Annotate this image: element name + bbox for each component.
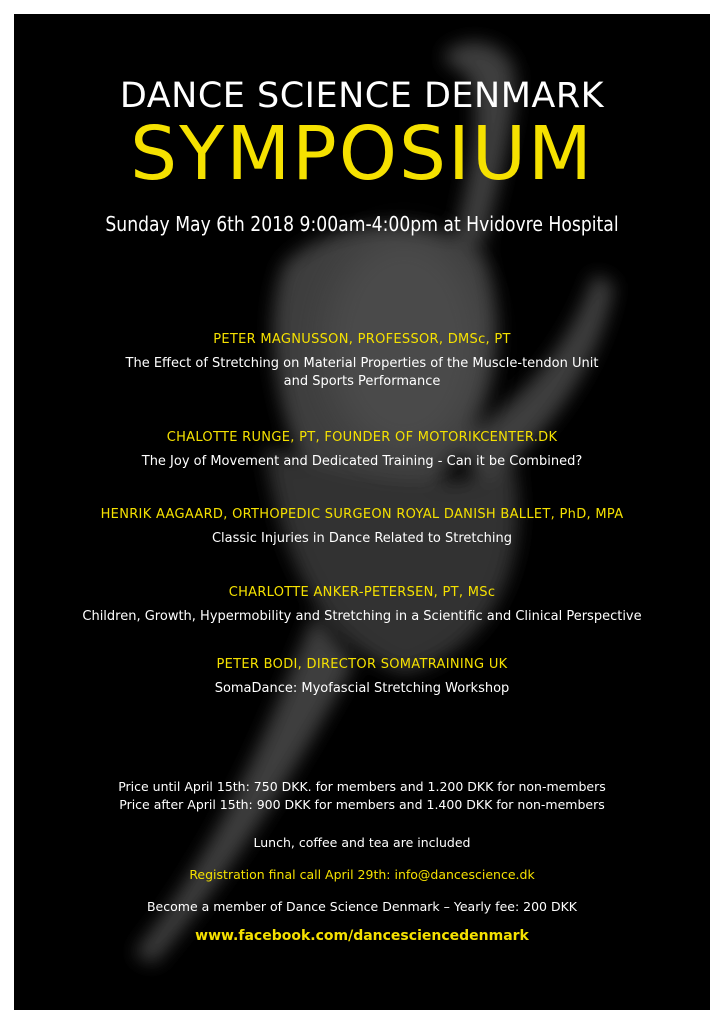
talk-title: The Effect of Stretching on Material Properties of the Muscle-tendon Unit xyxy=(125,356,599,371)
price-late: Price after April 15th: 900 DKK for members and 1.400 DKK for non-members xyxy=(119,797,605,812)
membership-note: Become a member of Dance Science Denmark – Yearly fee: 200 DKK xyxy=(146,899,577,914)
talk-title-continued: and Sports Performance xyxy=(283,374,441,389)
talk-title: SomaDance: Myofascial Stretching Workshop xyxy=(214,681,510,696)
talk-title: The Joy of Movement and Dedicated Training - Can it be Combined? xyxy=(141,454,583,469)
speaker-block xyxy=(34,506,690,548)
registration-contact[interactable]: Registration final call April 29th: info@dancescience.dk xyxy=(189,867,535,882)
price-early: Price until April 15th: 750 DKK. for members and 1.200 DKK for non-members xyxy=(118,779,606,794)
talk-title: Children, Growth, Hypermobility and Stretching in a Scientific and Clinical Perspective xyxy=(82,609,642,624)
speaker-name: CHARLOTTE ANKER-PETERSEN, PT, MSc xyxy=(228,585,496,600)
included-note: Lunch, coffee and tea are included xyxy=(253,835,471,850)
facebook-link[interactable]: www.facebook.com/dancesciencedenmark xyxy=(195,928,529,944)
speaker-block xyxy=(34,429,690,471)
event-date-line: Sunday May 6th 2018 9:00am-4:00pm at Hvidovre Hospital xyxy=(105,212,619,236)
poster xyxy=(14,14,710,1010)
speaker-block xyxy=(34,584,690,626)
speaker-name: PETER MAGNUSSON, PROFESSOR, DMSc, PT xyxy=(213,332,511,347)
organization-title: DANCE SCIENCE DENMARK xyxy=(119,76,605,116)
speaker-name: HENRIK AAGAARD, ORTHOPEDIC SURGEON ROYAL DANISH BALLET, PhD, MPA xyxy=(100,507,624,522)
speaker-block xyxy=(34,331,690,391)
talk-title: Classic Injuries in Dance Related to Stretching xyxy=(211,531,513,546)
speaker-block xyxy=(34,656,690,698)
event-title: SYMPOSIUM xyxy=(130,111,594,197)
speaker-name: PETER BODI, DIRECTOR SOMATRAINING UK xyxy=(216,657,508,672)
poster-content xyxy=(14,14,710,1010)
speaker-name: CHALOTTE RUNGE, PT, FOUNDER OF MOTORIKCENTER.DK xyxy=(166,430,558,445)
